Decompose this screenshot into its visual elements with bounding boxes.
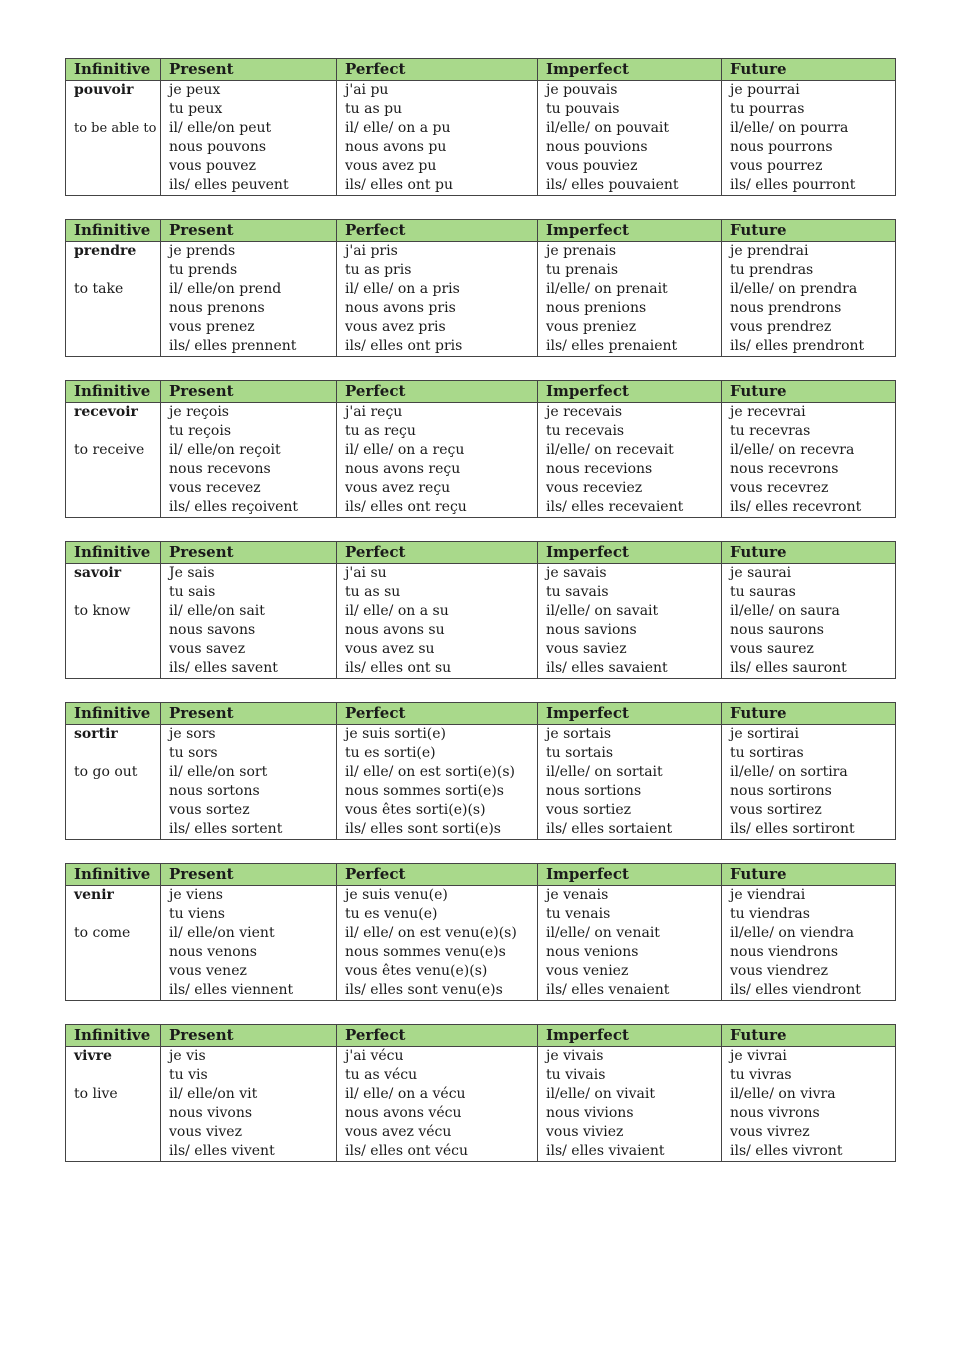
perfect-form: ils/ elles ont su bbox=[345, 660, 452, 676]
perfect-form: nous avons vécu bbox=[345, 1105, 462, 1121]
future-form: vous sortirez bbox=[730, 802, 822, 818]
header-infinitive: Infinitive bbox=[66, 381, 161, 403]
future-form: tu sauras bbox=[730, 584, 796, 600]
future-form: nous pourrons bbox=[730, 139, 833, 155]
perfect-form: j'ai pu bbox=[345, 82, 389, 98]
header-present: Present bbox=[161, 381, 337, 403]
table-header-row bbox=[66, 864, 896, 886]
perfect-cell bbox=[337, 886, 538, 1001]
imperfect-form: tu pouvais bbox=[546, 101, 620, 117]
header-perfect: Perfect bbox=[337, 220, 538, 242]
verb-table-3 bbox=[65, 541, 896, 679]
perfect-form: il/ elle/ on a pris bbox=[345, 281, 460, 297]
perfect-form: tu as su bbox=[345, 584, 401, 600]
infinitive-cell bbox=[66, 81, 161, 196]
future-form: ils/ elles vivront bbox=[730, 1143, 843, 1159]
present-form: tu vis bbox=[169, 1067, 208, 1083]
table-row bbox=[66, 81, 896, 196]
present-cell bbox=[161, 725, 337, 840]
header-future: Future bbox=[722, 542, 896, 564]
imperfect-form: vous receviez bbox=[546, 480, 643, 496]
header-perfect: Perfect bbox=[337, 542, 538, 564]
imperfect-form: tu recevais bbox=[546, 423, 625, 439]
present-form: tu viens bbox=[169, 906, 225, 922]
verb-table-5 bbox=[65, 863, 896, 1001]
perfect-cell bbox=[337, 725, 538, 840]
perfect-form: tu as pu bbox=[345, 101, 403, 117]
imperfect-form: je sortais bbox=[546, 726, 612, 742]
infinitive-meaning: to receive bbox=[74, 442, 145, 458]
verb-table-6 bbox=[65, 1024, 896, 1162]
infinitive-word: venir bbox=[74, 887, 114, 903]
imperfect-form: nous recevions bbox=[546, 461, 653, 477]
future-form: il/elle/ on viendra bbox=[730, 925, 854, 941]
perfect-form: il/ elle/ on a vécu bbox=[345, 1086, 466, 1102]
perfect-form: tu as pris bbox=[345, 262, 412, 278]
future-form: tu viendras bbox=[730, 906, 810, 922]
spacer bbox=[74, 100, 152, 119]
header-imperfect: Imperfect bbox=[538, 1025, 722, 1047]
spacer bbox=[74, 1066, 152, 1085]
present-form: nous pouvons bbox=[169, 139, 267, 155]
imperfect-cell bbox=[538, 886, 722, 1001]
future-form: tu sortiras bbox=[730, 745, 804, 761]
perfect-form: il/ elle/ on a su bbox=[345, 603, 449, 619]
header-present: Present bbox=[161, 703, 337, 725]
future-form: il/elle/ on pourra bbox=[730, 120, 849, 136]
perfect-form: ils/ elles sont venu(e)s bbox=[345, 982, 503, 998]
perfect-form: nous avons pris bbox=[345, 300, 456, 316]
present-form: nous savons bbox=[169, 622, 256, 638]
verb-table-1 bbox=[65, 219, 896, 357]
present-form: je peux bbox=[169, 82, 221, 98]
perfect-form: vous avez pu bbox=[345, 158, 437, 174]
conjugation-tables bbox=[65, 58, 895, 1185]
infinitive-cell bbox=[66, 1047, 161, 1162]
present-form: Je sais bbox=[169, 565, 215, 581]
future-form: vous pourrez bbox=[730, 158, 823, 174]
present-form: tu peux bbox=[169, 101, 223, 117]
header-perfect: Perfect bbox=[337, 703, 538, 725]
header-infinitive: Infinitive bbox=[66, 220, 161, 242]
table-header-row bbox=[66, 703, 896, 725]
perfect-form: il/ elle/ on a reçu bbox=[345, 442, 465, 458]
present-form: nous recevons bbox=[169, 461, 271, 477]
future-form: nous viendrons bbox=[730, 944, 839, 960]
future-cell bbox=[722, 242, 896, 357]
table-row bbox=[66, 564, 896, 679]
header-imperfect: Imperfect bbox=[538, 864, 722, 886]
infinitive-meaning: to come bbox=[74, 925, 131, 941]
perfect-cell bbox=[337, 1047, 538, 1162]
verb-table-4 bbox=[65, 702, 896, 840]
present-form: ils/ elles savent bbox=[169, 660, 278, 676]
future-form: je prendrai bbox=[730, 243, 809, 259]
present-form: il/ elle/on vient bbox=[169, 925, 275, 941]
future-form: je saurai bbox=[730, 565, 792, 581]
perfect-cell bbox=[337, 242, 538, 357]
present-form: ils/ elles peuvent bbox=[169, 177, 289, 193]
perfect-form: tu as reçu bbox=[345, 423, 416, 439]
infinitive-cell bbox=[66, 564, 161, 679]
future-form: je recevrai bbox=[730, 404, 806, 420]
imperfect-form: ils/ elles prenaient bbox=[546, 338, 678, 354]
table-header-row bbox=[66, 1025, 896, 1047]
perfect-form: j'ai reçu bbox=[345, 404, 403, 420]
imperfect-form: ils/ elles pouvaient bbox=[546, 177, 679, 193]
imperfect-form: nous savions bbox=[546, 622, 637, 638]
perfect-form: je suis sorti(e) bbox=[345, 726, 447, 742]
imperfect-form: nous sortions bbox=[546, 783, 642, 799]
future-cell bbox=[722, 1047, 896, 1162]
imperfect-form: vous saviez bbox=[546, 641, 627, 657]
imperfect-form: tu venais bbox=[546, 906, 611, 922]
imperfect-cell bbox=[538, 725, 722, 840]
perfect-form: nous avons reçu bbox=[345, 461, 461, 477]
spacer bbox=[74, 744, 152, 763]
spacer bbox=[74, 583, 152, 602]
imperfect-form: je recevais bbox=[546, 404, 623, 420]
present-form: il/ elle/on sort bbox=[169, 764, 268, 780]
future-form: tu prendras bbox=[730, 262, 814, 278]
header-perfect: Perfect bbox=[337, 864, 538, 886]
perfect-form: vous êtes sorti(e)(s) bbox=[345, 802, 486, 818]
present-form: vous sortez bbox=[169, 802, 250, 818]
perfect-form: nous sommes venu(e)s bbox=[345, 944, 506, 960]
imperfect-form: tu sortais bbox=[546, 745, 614, 761]
present-form: ils/ elles sortent bbox=[169, 821, 283, 837]
infinitive-word: vivre bbox=[74, 1048, 112, 1064]
header-imperfect: Imperfect bbox=[538, 381, 722, 403]
header-present: Present bbox=[161, 59, 337, 81]
infinitive-cell bbox=[66, 242, 161, 357]
present-form: je sors bbox=[169, 726, 216, 742]
perfect-form: il/ elle/ on a pu bbox=[345, 120, 451, 136]
future-form: il/elle/ on saura bbox=[730, 603, 840, 619]
header-infinitive: Infinitive bbox=[66, 703, 161, 725]
header-perfect: Perfect bbox=[337, 381, 538, 403]
header-present: Present bbox=[161, 220, 337, 242]
present-form: je reçois bbox=[169, 404, 229, 420]
table-row bbox=[66, 403, 896, 518]
perfect-form: il/ elle/ on est sorti(e)(s) bbox=[345, 764, 515, 780]
spacer bbox=[74, 422, 152, 441]
header-future: Future bbox=[722, 381, 896, 403]
imperfect-form: ils/ elles recevaient bbox=[546, 499, 684, 515]
future-form: ils/ elles sauront bbox=[730, 660, 847, 676]
imperfect-cell bbox=[538, 403, 722, 518]
perfect-form: vous avez vécu bbox=[345, 1124, 452, 1140]
future-form: nous sortirons bbox=[730, 783, 832, 799]
future-form: vous prendrez bbox=[730, 319, 832, 335]
perfect-form: ils/ elles sont sorti(e)s bbox=[345, 821, 501, 837]
perfect-form: j'ai pris bbox=[345, 243, 398, 259]
present-cell bbox=[161, 81, 337, 196]
header-present: Present bbox=[161, 1025, 337, 1047]
perfect-form: j'ai su bbox=[345, 565, 387, 581]
present-form: vous prenez bbox=[169, 319, 255, 335]
infinitive-meaning: to know bbox=[74, 603, 131, 619]
present-form: nous vivons bbox=[169, 1105, 253, 1121]
header-future: Future bbox=[722, 703, 896, 725]
future-form: il/elle/ on recevra bbox=[730, 442, 855, 458]
imperfect-form: il/elle/ on savait bbox=[546, 603, 659, 619]
future-form: ils/ elles recevront bbox=[730, 499, 862, 515]
infinitive-meaning: to be able to bbox=[74, 121, 157, 136]
present-form: tu reçois bbox=[169, 423, 232, 439]
table-header-row bbox=[66, 542, 896, 564]
infinitive-cell bbox=[66, 725, 161, 840]
future-form: nous recevrons bbox=[730, 461, 839, 477]
header-present: Present bbox=[161, 864, 337, 886]
imperfect-form: tu savais bbox=[546, 584, 609, 600]
table-row bbox=[66, 725, 896, 840]
imperfect-form: je savais bbox=[546, 565, 607, 581]
header-perfect: Perfect bbox=[337, 1025, 538, 1047]
perfect-form: nous sommes sorti(e)s bbox=[345, 783, 504, 799]
present-form: tu sors bbox=[169, 745, 218, 761]
imperfect-form: ils/ elles vivaient bbox=[546, 1143, 665, 1159]
future-form: vous vivrez bbox=[730, 1124, 810, 1140]
perfect-form: vous avez su bbox=[345, 641, 435, 657]
present-form: vous savez bbox=[169, 641, 246, 657]
present-form: nous prenons bbox=[169, 300, 265, 316]
future-form: vous recevrez bbox=[730, 480, 829, 496]
header-future: Future bbox=[722, 864, 896, 886]
future-form: tu vivras bbox=[730, 1067, 792, 1083]
future-cell bbox=[722, 81, 896, 196]
present-cell bbox=[161, 403, 337, 518]
perfect-cell bbox=[337, 564, 538, 679]
future-form: tu pourras bbox=[730, 101, 805, 117]
imperfect-form: ils/ elles sortaient bbox=[546, 821, 673, 837]
future-form: vous saurez bbox=[730, 641, 814, 657]
future-form: ils/ elles pourront bbox=[730, 177, 856, 193]
infinitive-cell bbox=[66, 403, 161, 518]
present-form: il/ elle/on reçoit bbox=[169, 442, 281, 458]
present-form: vous venez bbox=[169, 963, 247, 979]
imperfect-form: je vivais bbox=[546, 1048, 604, 1064]
infinitive-cell bbox=[66, 886, 161, 1001]
imperfect-form: ils/ elles savaient bbox=[546, 660, 668, 676]
imperfect-form: il/elle/ on recevait bbox=[546, 442, 674, 458]
infinitive-meaning: to take bbox=[74, 281, 124, 297]
infinitive-word: savoir bbox=[74, 565, 122, 581]
imperfect-form: vous viviez bbox=[546, 1124, 624, 1140]
perfect-form: tu es venu(e) bbox=[345, 906, 438, 922]
perfect-form: nous avons pu bbox=[345, 139, 447, 155]
header-imperfect: Imperfect bbox=[538, 59, 722, 81]
perfect-form: il/ elle/ on est venu(e)(s) bbox=[345, 925, 517, 941]
imperfect-form: il/elle/ on venait bbox=[546, 925, 660, 941]
perfect-form: vous êtes venu(e)(s) bbox=[345, 963, 488, 979]
imperfect-form: vous veniez bbox=[546, 963, 629, 979]
imperfect-form: il/elle/ on vivait bbox=[546, 1086, 656, 1102]
present-form: je viens bbox=[169, 887, 223, 903]
imperfect-form: vous preniez bbox=[546, 319, 637, 335]
imperfect-form: tu prenais bbox=[546, 262, 619, 278]
imperfect-form: je prenais bbox=[546, 243, 617, 259]
present-form: vous recevez bbox=[169, 480, 261, 496]
perfect-form: ils/ elles ont pris bbox=[345, 338, 463, 354]
table-row bbox=[66, 1047, 896, 1162]
infinitive-meaning: to go out bbox=[74, 764, 138, 780]
future-cell bbox=[722, 725, 896, 840]
imperfect-form: il/elle/ on sortait bbox=[546, 764, 663, 780]
present-form: ils/ elles viennent bbox=[169, 982, 294, 998]
present-form: il/ elle/on vit bbox=[169, 1086, 258, 1102]
imperfect-cell bbox=[538, 1047, 722, 1162]
infinitive-word: recevoir bbox=[74, 404, 138, 420]
header-imperfect: Imperfect bbox=[538, 220, 722, 242]
imperfect-form: nous prenions bbox=[546, 300, 647, 316]
imperfect-form: je pouvais bbox=[546, 82, 618, 98]
header-infinitive: Infinitive bbox=[66, 1025, 161, 1047]
future-cell bbox=[722, 403, 896, 518]
perfect-form: tu es sorti(e) bbox=[345, 745, 436, 761]
future-form: je viendrai bbox=[730, 887, 806, 903]
present-cell bbox=[161, 242, 337, 357]
imperfect-form: ils/ elles venaient bbox=[546, 982, 670, 998]
imperfect-cell bbox=[538, 564, 722, 679]
imperfect-form: nous vivions bbox=[546, 1105, 634, 1121]
present-form: vous vivez bbox=[169, 1124, 242, 1140]
future-form: il/elle/ on prendra bbox=[730, 281, 858, 297]
future-form: ils/ elles sortiront bbox=[730, 821, 855, 837]
header-infinitive: Infinitive bbox=[66, 542, 161, 564]
table-row bbox=[66, 886, 896, 1001]
imperfect-form: nous venions bbox=[546, 944, 639, 960]
present-form: nous sortons bbox=[169, 783, 260, 799]
future-form: je pourrai bbox=[730, 82, 800, 98]
imperfect-form: il/elle/ on pouvait bbox=[546, 120, 670, 136]
spacer bbox=[74, 261, 152, 280]
future-form: il/elle/ on sortira bbox=[730, 764, 848, 780]
header-future: Future bbox=[722, 1025, 896, 1047]
future-cell bbox=[722, 564, 896, 679]
spacer bbox=[74, 905, 152, 924]
table-header-row bbox=[66, 381, 896, 403]
future-form: je sortirai bbox=[730, 726, 800, 742]
present-form: ils/ elles vivent bbox=[169, 1143, 275, 1159]
future-form: nous saurons bbox=[730, 622, 824, 638]
imperfect-form: il/elle/ on prenait bbox=[546, 281, 668, 297]
imperfect-form: je venais bbox=[546, 887, 609, 903]
imperfect-cell bbox=[538, 242, 722, 357]
present-cell bbox=[161, 886, 337, 1001]
future-form: vous viendrez bbox=[730, 963, 828, 979]
present-form: nous venons bbox=[169, 944, 257, 960]
future-form: nous prendrons bbox=[730, 300, 842, 316]
infinitive-word: pouvoir bbox=[74, 82, 134, 98]
future-form: nous vivrons bbox=[730, 1105, 820, 1121]
header-infinitive: Infinitive bbox=[66, 864, 161, 886]
header-future: Future bbox=[722, 59, 896, 81]
perfect-form: ils/ elles ont vécu bbox=[345, 1143, 469, 1159]
future-form: ils/ elles prendront bbox=[730, 338, 865, 354]
infinitive-word: prendre bbox=[74, 243, 137, 259]
present-form: je vis bbox=[169, 1048, 206, 1064]
present-form: ils/ elles reçoivent bbox=[169, 499, 299, 515]
future-form: je vivrai bbox=[730, 1048, 787, 1064]
table-row bbox=[66, 242, 896, 357]
future-form: il/elle/ on vivra bbox=[730, 1086, 836, 1102]
perfect-cell bbox=[337, 81, 538, 196]
header-imperfect: Imperfect bbox=[538, 703, 722, 725]
header-present: Present bbox=[161, 542, 337, 564]
verb-table-0 bbox=[65, 58, 896, 196]
present-form: il/ elle/on peut bbox=[169, 120, 272, 136]
future-cell bbox=[722, 886, 896, 1001]
present-form: vous pouvez bbox=[169, 158, 256, 174]
present-form: tu sais bbox=[169, 584, 216, 600]
infinitive-word: sortir bbox=[74, 726, 118, 742]
perfect-form: tu as vécu bbox=[345, 1067, 418, 1083]
imperfect-cell bbox=[538, 81, 722, 196]
present-form: ils/ elles prennent bbox=[169, 338, 297, 354]
infinitive-meaning: to live bbox=[74, 1086, 118, 1102]
present-form: tu prends bbox=[169, 262, 238, 278]
verb-table-2 bbox=[65, 380, 896, 518]
present-form: il/ elle/on sait bbox=[169, 603, 265, 619]
perfect-form: je suis venu(e) bbox=[345, 887, 448, 903]
imperfect-form: nous pouvions bbox=[546, 139, 648, 155]
perfect-form: ils/ elles ont pu bbox=[345, 177, 453, 193]
imperfect-form: vous pouviez bbox=[546, 158, 638, 174]
perfect-form: j'ai vécu bbox=[345, 1048, 404, 1064]
present-form: il/ elle/on prend bbox=[169, 281, 282, 297]
table-header-row bbox=[66, 220, 896, 242]
present-cell bbox=[161, 1047, 337, 1162]
perfect-form: nous avons su bbox=[345, 622, 445, 638]
future-form: ils/ elles viendront bbox=[730, 982, 861, 998]
future-form: tu recevras bbox=[730, 423, 811, 439]
present-form: je prends bbox=[169, 243, 236, 259]
header-infinitive: Infinitive bbox=[66, 59, 161, 81]
present-cell bbox=[161, 564, 337, 679]
header-perfect: Perfect bbox=[337, 59, 538, 81]
perfect-form: ils/ elles ont reçu bbox=[345, 499, 467, 515]
table-header-row bbox=[66, 59, 896, 81]
imperfect-form: tu vivais bbox=[546, 1067, 606, 1083]
perfect-form: vous avez reçu bbox=[345, 480, 451, 496]
perfect-form: vous avez pris bbox=[345, 319, 446, 335]
perfect-cell bbox=[337, 403, 538, 518]
header-imperfect: Imperfect bbox=[538, 542, 722, 564]
header-future: Future bbox=[722, 220, 896, 242]
imperfect-form: vous sortiez bbox=[546, 802, 632, 818]
